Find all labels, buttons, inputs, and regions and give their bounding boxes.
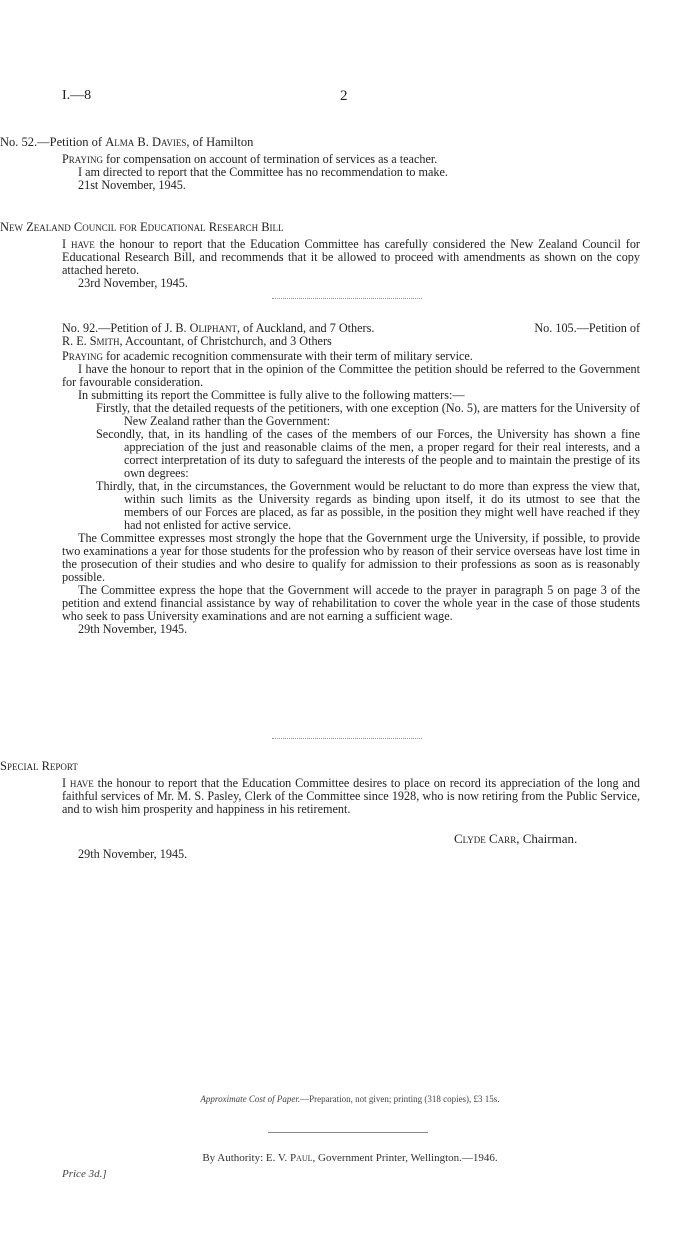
petition-92-body: Praying for academic recognition commensurate with their term of military service. I have the honour to report that in the opinion of the Committee the petition should be referred to the Government for favourable consideration. In submitting its report the Committee is fully alive to the following matters:— Firstly, that the detailed requests of the petitioners, with one exception (No. 5), are matters for the University of New Zealand rather than the Government: Secondly, that, in its handling of the cases of the members of our Forces, the University has shown a fine appreciation of the just and reasonable claims of the men, a proper regard for their real interests, and a correct interpretation of its duty to safeguard the interests of the people and to maintain the prestige of its own degrees: Thirdly, that, in the circumstances, the Government would be reluctant to do more than express the view that, within such limits as the University regards as binding upon itself, it do its utmost to see that the members of our Forces are placed, as far as possible, in the position they might well have reached if they had not enlisted for active service. The Committee expresses most strongly the hope that the Government urge the University, if possible, to provide two examinations a year for those students for the profession who by reason of their service overseas have lost time in the prosecution of their studies and who desire to qualify for admission to their professions as soon as is reasonably possible. The Committee express the hope that the Government will accede to the prayer in paragraph 5 on page 3 of the petition and extend financial assistance by way of rehabilitation to cover the whole year in the case of those students who seek to pass University examinations and are not earning a sufficient wage. 29th November, 1945. <box>62 349 640 636</box>
document-reference: I.—8 <box>62 88 92 103</box>
research-bill-body: I have the honour to report that the Education Committee has carefully considered the New Zealand Council for Educational Research Bill, and recommends that it be allowed to proceed with amendments as shown on the copy attached hereto. 23rd November, 1945. <box>62 237 640 290</box>
page-number: 2 <box>340 88 348 104</box>
special-report-body: I have the honour to report that the Education Committee desires to place on record its appreciation of the long and faithful services of Mr. M. S. Pasley, Clerk of the Committee since 1928, who is now retiring from the Public Service, and to wish him prosperity and happiness in his retirement. <box>62 776 640 816</box>
research-bill-title: New Zealand Council for Educational Research Bill <box>0 220 284 234</box>
signature: Clyde Carr, Chairman. <box>454 831 578 846</box>
authority-line: By Authority: E. V. Paul, Government Printer, Wellington.—1946. <box>202 1152 498 1164</box>
special-report-title: Special Report <box>0 759 78 773</box>
footer-rule <box>268 1132 428 1133</box>
divider <box>272 298 422 299</box>
divider <box>272 738 422 739</box>
petition-92-title: No. 92.—Petition of J. B. Oliphant, of Auckland, and 7 Others. No. 105.—Petition of R. E. Smith, Accountant, of Christchurch, and 3 Others <box>62 321 640 348</box>
petition-52-title: No. 52.—Petition of Alma B. Davies, of Hamilton <box>0 135 254 149</box>
cost-note: Approximate Cost of Paper.—Preparation, not given; printing (318 copies), £3 15s. <box>200 1094 500 1104</box>
petition-52-body: Praying for compensation on account of termination of services as a teacher. I am directed to report that the Committee has no recommendation to make. 21st November, 1945. <box>62 152 448 192</box>
price-note: Price 3d.] <box>62 1168 107 1180</box>
special-report-date: 29th November, 1945. <box>78 847 188 861</box>
